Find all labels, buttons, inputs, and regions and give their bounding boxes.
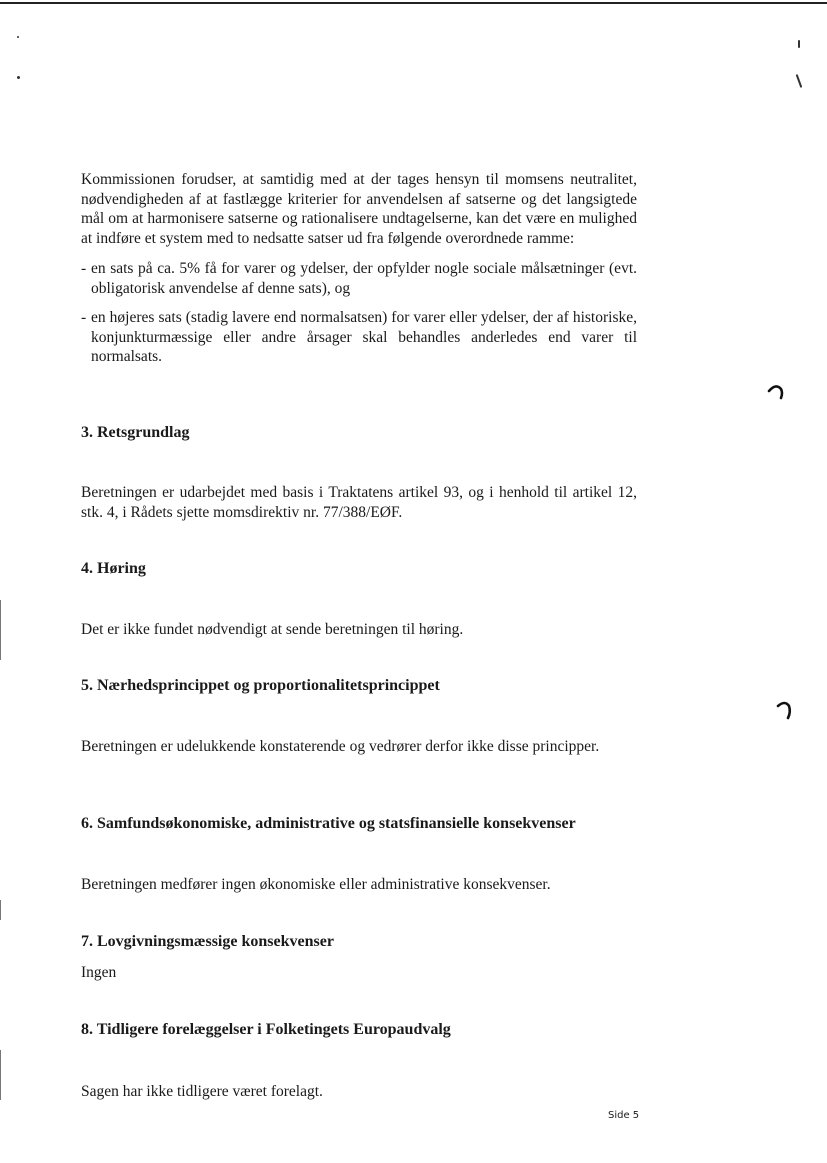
scan-speck	[798, 40, 800, 48]
section-body-horing: Det er ikke fundet nødvendigt at sende beretningen til høring.	[81, 621, 464, 638]
scan-edge-mark	[0, 900, 1, 920]
section-heading-horing: 4. Høring	[81, 560, 146, 577]
scan-edge-mark	[0, 1050, 1, 1100]
section-body-forelaeggelser: Sagen har ikke tidligere været forelagt.	[81, 1083, 323, 1100]
punch-hole-mark	[776, 700, 796, 720]
page-number: Side 5	[608, 1110, 640, 1121]
punch-hole-mark	[766, 383, 786, 403]
section-heading-konsekvenser: 6. Samfundsøkonomiske, administrative og statsfinansielle konsekvenser	[81, 815, 576, 832]
rate-list	[81, 259, 637, 367]
section-heading-retsgrundlag: 3. Retsgrundlag	[81, 424, 190, 441]
section-body-lovgivning: Ingen	[81, 964, 117, 981]
section-body-retsgrundlag: Beretningen er udarbejdet med basis i Traktatens artikel 93, og i henhold til artikel 12, stk. 4, i Rådets sjette momsdirektiv nr. 77/388/EØF.	[81, 484, 637, 521]
scan-speck	[17, 76, 20, 79]
section-body-naerhed: Beretningen er udelukkende konstaterende og vedrører derfor ikke disse principper.	[81, 738, 600, 755]
scan-top-border	[0, 2, 827, 4]
section-heading-forelaeggelser: 8. Tidligere forelæggelser i Folketingets Europaudvalg	[81, 1021, 451, 1038]
list-item: - en sats på ca. 5% få for varer og ydelser, der opfylder nogle sociale målsætninger (evt. obligatorisk anvendelse af denne sats), og	[81, 259, 637, 298]
scan-speck	[17, 36, 19, 38]
list-item: - en højeres sats (stadig lavere end normalsatsen) for varer eller ydelser, der af historiske, konjunkturmæssige eller andre årsager skal behandles anderledes end varer til normalsats.	[81, 308, 637, 367]
section-heading-naerhed: 5. Nærhedsprincippet og proportionalitetsprincippet	[81, 677, 440, 694]
section-heading-lovgivning: 7. Lovgivningsmæssige konsekvenser	[81, 933, 334, 950]
section-body-konsekvenser: Beretningen medfører ingen økonomiske eller administrative konsekvenser.	[81, 876, 551, 893]
intro-paragraph: Kommissionen forudser, at samtidig med at der tages hensyn til momsens neutralitet, nødvendigheden af at fastlægge kriterier for anvendelsen af satserne og det langsigtede mål om at harmonisere satserne og rationalisere undtagelserne, kan det være en mulighed at indføre et system med to nedsatte satser ud fra følgende overordnede ramme:	[81, 171, 637, 247]
intro-block	[81, 170, 637, 377]
scan-speck	[796, 74, 803, 88]
scan-edge-mark	[0, 600, 1, 660]
